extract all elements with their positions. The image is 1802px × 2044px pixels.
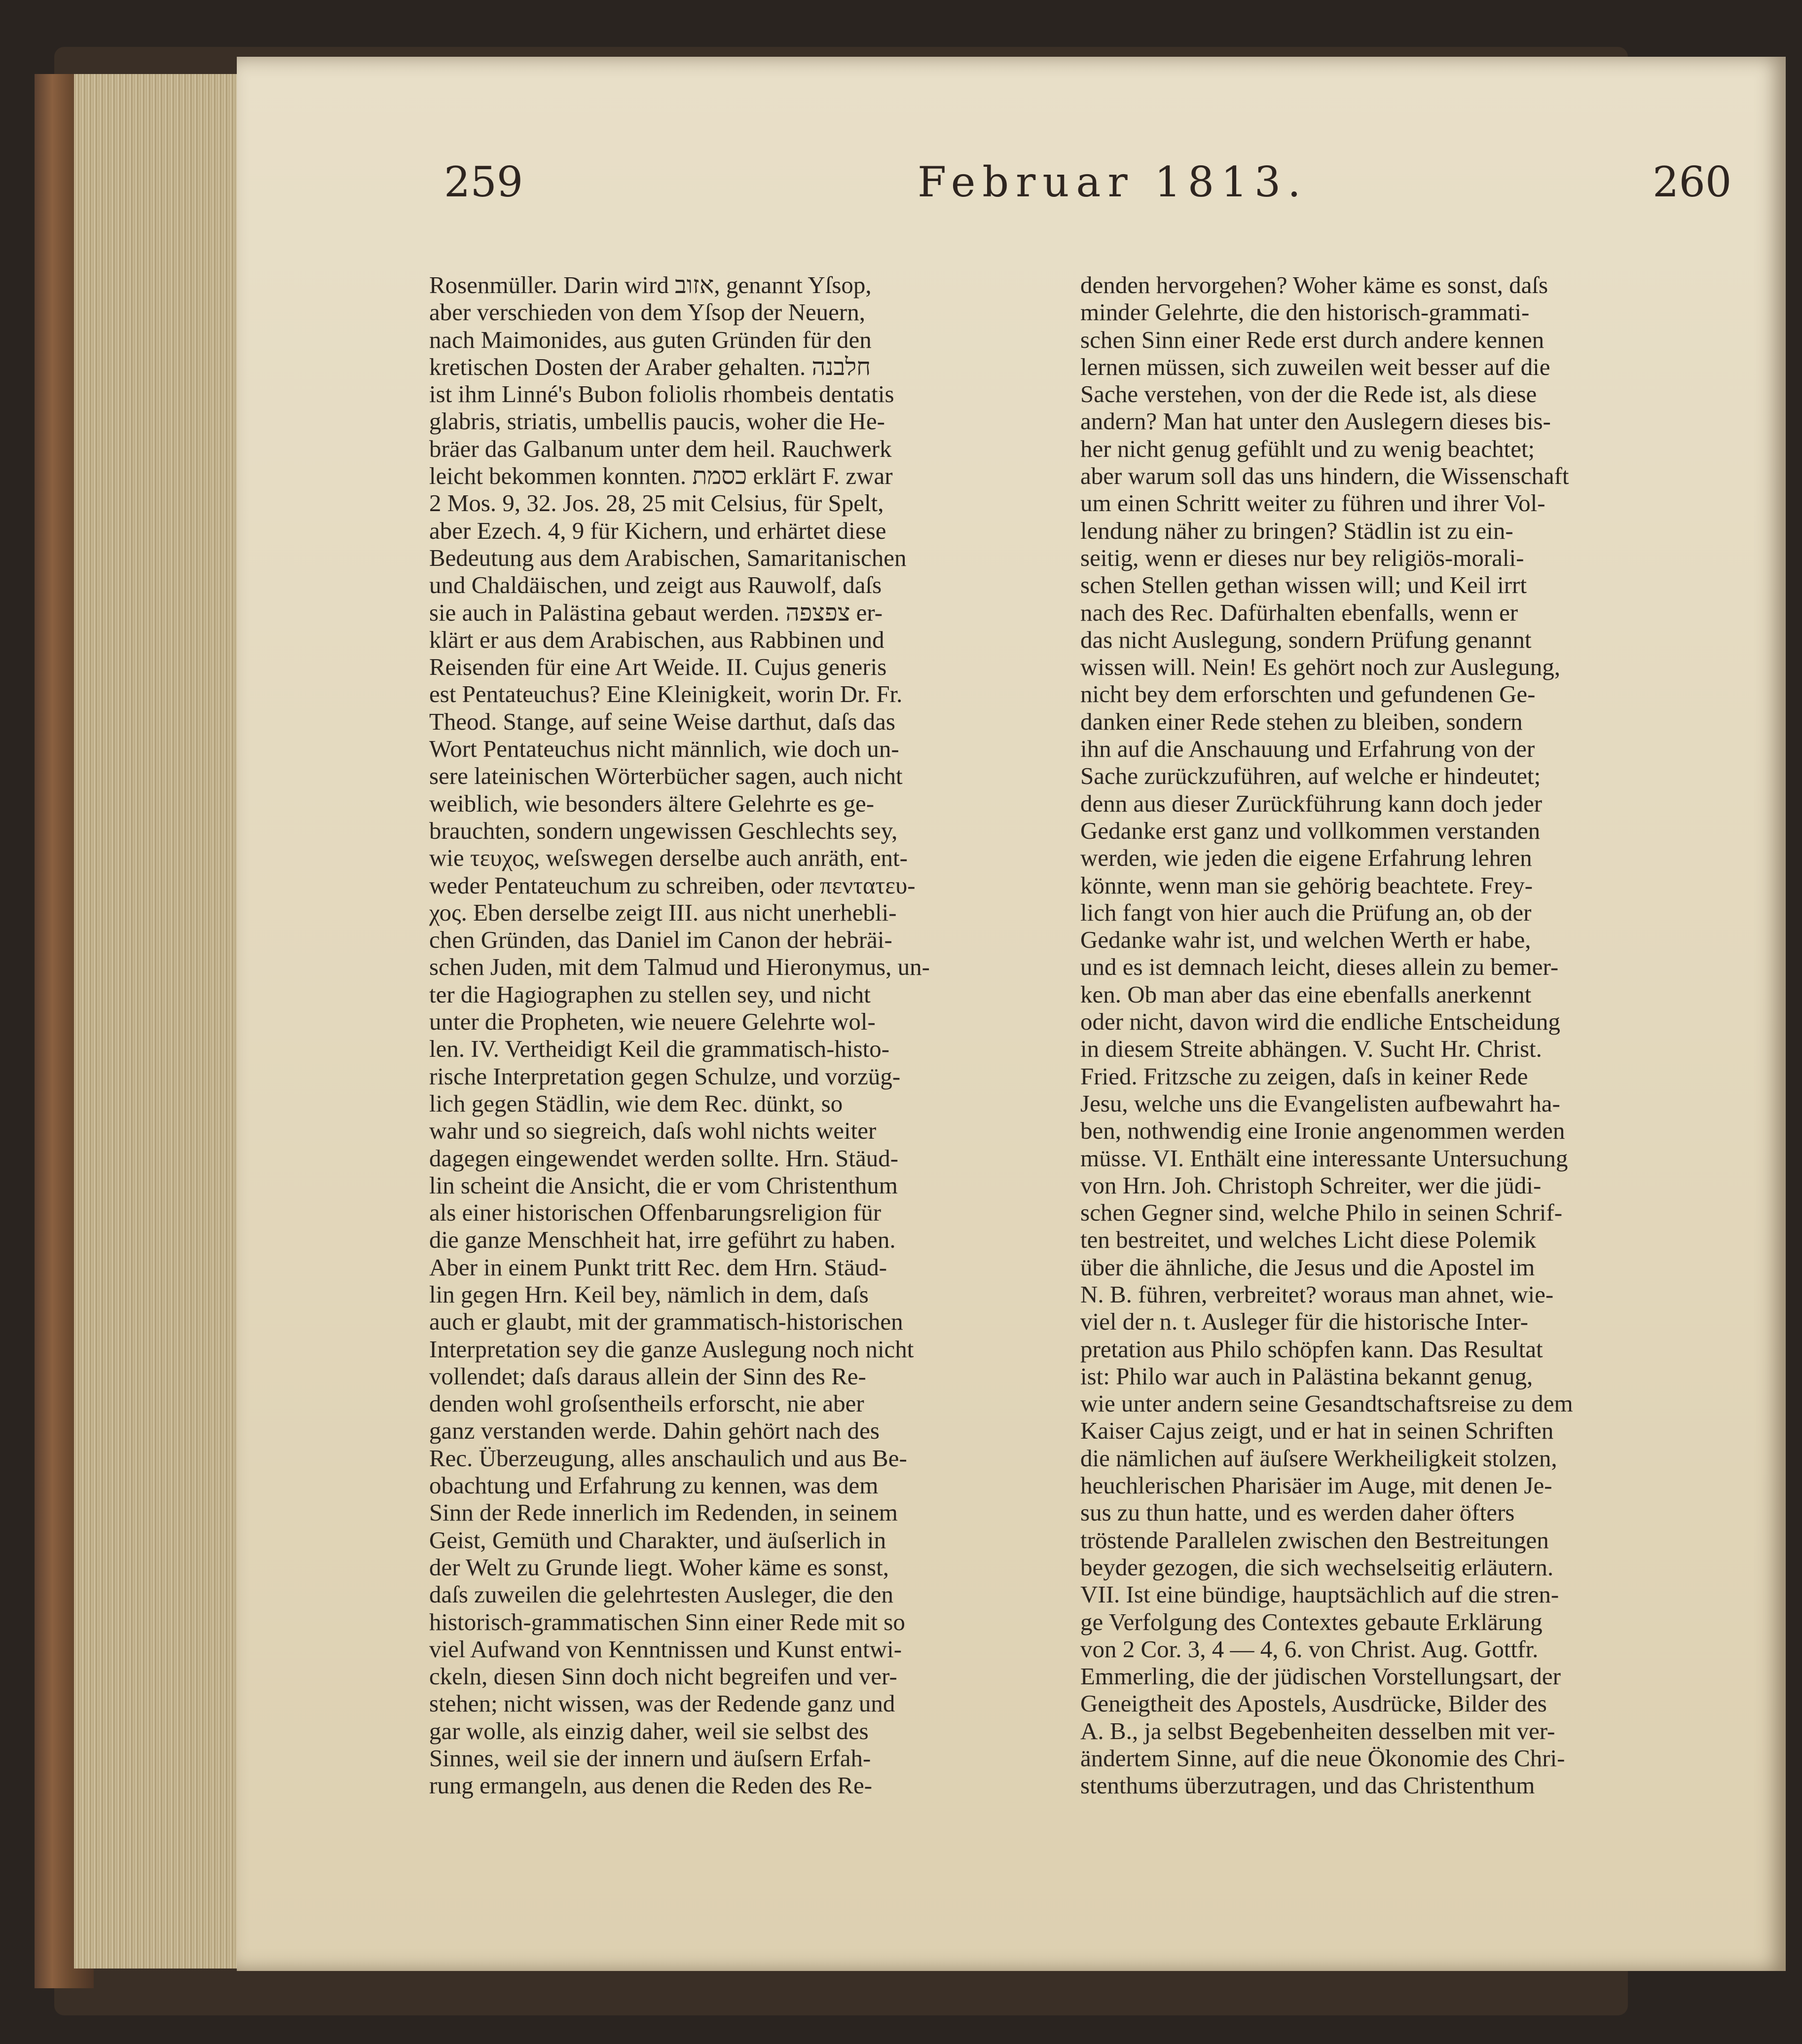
text-line: brauchten, sondern ungewissen Geschlechts sey, bbox=[429, 817, 898, 844]
text-line: die ganze Menschheit hat, irre geführt zu haben. bbox=[429, 1226, 896, 1254]
text-line: leicht bekommen konnten. כסמת erklärt F. zwar bbox=[429, 462, 893, 490]
text-line: lernen müssen, sich zuweilen weit besser auf die bbox=[1080, 353, 1550, 380]
text-line: nicht bey dem erforschten und gefundenen Ge- bbox=[1080, 680, 1536, 708]
text-line: wahr und so siegreich, daſs wohl nichts weiter bbox=[429, 1117, 877, 1145]
text-line: Rosenmüller. Darin wird אזוב, genannt Yſsop, bbox=[429, 271, 872, 298]
text-line: Rec. Überzeugung, alles anschaulich und aus Be- bbox=[429, 1444, 907, 1472]
text-line: aber Ezech. 4, 9 für Kichern, und erhärtet diese bbox=[429, 517, 886, 544]
text-line: unter die Propheten, wie neuere Gelehrte wol- bbox=[429, 1008, 876, 1036]
text-line: oder nicht, davon wird die endliche Entscheidung bbox=[1080, 1008, 1560, 1036]
text-line: dagegen eingewendet werden sollte. Hrn. Stäud- bbox=[429, 1144, 899, 1172]
text-line: andern? Man hat unter den Auslegern dieses bis- bbox=[1080, 408, 1551, 435]
text-line: danken einer Rede stehen zu bleiben, sondern bbox=[1080, 707, 1523, 735]
text-line: ten bestreitet, und welches Licht diese Polemik bbox=[1080, 1226, 1536, 1254]
text-line: Fried. Fritzsche zu zeigen, daſs in keiner Rede bbox=[1080, 1062, 1528, 1090]
text-line: Sinnes, weil sie der innern und äuſsern Erfah- bbox=[429, 1745, 871, 1772]
text-line: von Hrn. Joh. Christoph Schreiter, wer die jüdi- bbox=[1080, 1171, 1542, 1199]
text-line: VII. Ist eine bündige, hauptsächlich auf die stren- bbox=[1080, 1581, 1559, 1608]
text-line: Reisenden für eine Art Weide. II. Cujus generis bbox=[429, 653, 887, 681]
running-title: Februar 1813. bbox=[918, 158, 1308, 206]
text-line: ter die Hagiographen zu stellen sey, und nicht bbox=[429, 980, 871, 1008]
text-line: daſs zuweilen die gelehrtesten Ausleger, die den bbox=[429, 1581, 893, 1608]
text-line: schen Juden, mit dem Talmud und Hieronymus, un- bbox=[429, 953, 930, 981]
text-line: nach Maimonides, aus guten Gründen für den bbox=[429, 326, 872, 353]
text-line: lin scheint die Ansicht, die er vom Christenthum bbox=[429, 1171, 898, 1199]
text-line: wissen will. Nein! Es gehört noch zur Auslegung, bbox=[1080, 653, 1561, 681]
text-line: 2 Mos. 9, 32. Jos. 28, 25 mit Celsius, für Spelt, bbox=[429, 489, 884, 517]
text-line: die nämlichen auf äuſsere Werkheiligkeit stolzen, bbox=[1080, 1444, 1557, 1472]
text-line: ändertem Sinne, auf die neue Ökonomie des Chri- bbox=[1080, 1745, 1565, 1772]
page-edges bbox=[74, 74, 242, 1969]
text-line: pretation aus Philo schöpfen kann. Das Resultat bbox=[1080, 1335, 1543, 1363]
text-line: wie τευχος, weſswegen derselbe auch anräth, ent- bbox=[429, 844, 908, 872]
running-head bbox=[237, 158, 1786, 217]
text-line: vollendet; daſs daraus allein der Sinn des Re- bbox=[429, 1362, 866, 1390]
text-line: weiblich, wie besonders ältere Gelehrte es ge- bbox=[429, 789, 875, 817]
text-line: könnte, wenn man sie gehörig beachtete. Frey- bbox=[1080, 871, 1533, 899]
text-line: denn aus dieser Zurückführung kann doch jeder bbox=[1080, 789, 1543, 817]
text-line: len. IV. Vertheidigt Keil die grammatisch-histo- bbox=[429, 1035, 890, 1063]
text-line: in diesem Streite abhängen. V. Sucht Hr. Christ. bbox=[1080, 1035, 1542, 1063]
text-line: lendung näher zu bringen? Städlin ist zu ein- bbox=[1080, 517, 1513, 544]
text-line: lich fangt von hier auch die Prüfung an, ob der bbox=[1080, 898, 1532, 926]
text-line: um einen Schritt weiter zu führen und ihrer Vol- bbox=[1080, 489, 1545, 517]
text-line: ist: Philo war auch in Palästina bekannt genug, bbox=[1080, 1362, 1533, 1390]
text-line: heuchlerischen Pharisäer im Auge, mit denen Je- bbox=[1080, 1472, 1552, 1499]
text-line: und Chaldäischen, und zeigt aus Rauwolf, daſs bbox=[429, 571, 882, 599]
text-line: Sinn der Rede innerlich im Redenden, in seinem bbox=[429, 1499, 898, 1526]
text-line: minder Gelehrte, die den historisch-grammati- bbox=[1080, 298, 1530, 326]
text-line: schen Stellen gethan wissen will; und Keil irrt bbox=[1080, 571, 1527, 599]
text-line: viel Aufwand von Kenntnissen und Kunst entwi- bbox=[429, 1635, 902, 1663]
text-line: Emmerling, die der jüdischen Vorstellungsart, der bbox=[1080, 1663, 1561, 1690]
text-line: ge Verfolgung des Contextes gebaute Erklärung bbox=[1080, 1608, 1543, 1635]
text-line: und es ist demnach leicht, dieses allein zu bemer- bbox=[1080, 953, 1559, 981]
text-line: beyder gezogen, die sich wechselseitig erläutern. bbox=[1080, 1553, 1554, 1581]
text-line: aber warum soll das uns hindern, die Wissenschaft bbox=[1080, 462, 1569, 490]
text-line: Geist, Gemüth und Charakter, und äuſserlich in bbox=[429, 1526, 886, 1554]
text-line: sie auch in Palästina gebaut werden. צפצפה er- bbox=[429, 598, 883, 626]
text-line: Jesu, welche uns die Evangelisten aufbewahrt ha- bbox=[1080, 1089, 1560, 1117]
text-line: ckeln, diesen Sinn doch nicht begreifen und ver- bbox=[429, 1663, 897, 1690]
text-line: aber verschieden von dem Yſsop der Neuern, bbox=[429, 298, 865, 326]
text-line: seitig, wenn er dieses nur bey religiös-morali- bbox=[1080, 544, 1524, 571]
text-line: schen Gegner sind, welche Philo in seinen Schrif- bbox=[1080, 1199, 1563, 1226]
text-line: werden, wie jeden die eigene Erfahrung lehren bbox=[1080, 844, 1532, 872]
text-line: ben, nothwendig eine Ironie angenommen werden bbox=[1080, 1117, 1565, 1145]
text-line: kretischen Dosten der Araber gehalten. חלבנה bbox=[429, 353, 871, 380]
text-line: der Welt zu Grunde liegt. Woher käme es sonst, bbox=[429, 1553, 889, 1581]
text-line: müsse. VI. Enthält eine interessante Untersuchung bbox=[1080, 1144, 1568, 1172]
text-line: rische Interpretation gegen Schulze, und vorzüg- bbox=[429, 1062, 901, 1090]
text-line: stehen; nicht wissen, was der Redende ganz und bbox=[429, 1690, 895, 1717]
text-line: χος. Eben derselbe zeigt III. aus nicht unerhebli- bbox=[429, 898, 897, 926]
text-line: von 2 Cor. 3, 4 — 4, 6. von Christ. Aug. Gottfr. bbox=[1080, 1635, 1539, 1663]
text-line: A. B., ja selbst Begebenheiten desselben mit ver- bbox=[1080, 1717, 1555, 1745]
text-line: Sache verstehen, von der die Rede ist, als diese bbox=[1080, 380, 1537, 408]
text-line: Wort Pentateuchus nicht männlich, wie doch un- bbox=[429, 735, 899, 763]
text-line: das nicht Auslegung, sondern Prüfung genannt bbox=[1080, 626, 1532, 653]
text-line: sus zu thun hatte, und es werden daher öfters bbox=[1080, 1499, 1515, 1526]
text-line: viel der n. t. Ausleger für die historische Inter- bbox=[1080, 1308, 1528, 1336]
text-line: ken. Ob man aber das eine ebenfalls anerkennt bbox=[1080, 980, 1532, 1008]
text-line: historisch-grammatischen Sinn einer Rede mit so bbox=[429, 1608, 905, 1635]
text-line: glabris, striatis, umbellis paucis, woher die He- bbox=[429, 408, 885, 435]
text-line: schen Sinn einer Rede erst durch andere kennen bbox=[1080, 326, 1545, 353]
text-line: ist ihm Linné's Bubon foliolis rhombeis dentatis bbox=[429, 380, 894, 408]
text-column-right bbox=[1080, 271, 1802, 1799]
text-line: lin gegen Hrn. Keil bey, nämlich in dem, daſs bbox=[429, 1280, 869, 1308]
text-line: Gedanke erst ganz und vollkommen verstanden bbox=[1080, 817, 1541, 844]
text-line: obachtung und Erfahrung zu kennen, was dem bbox=[429, 1472, 879, 1499]
text-line: bräer das Galbanum unter dem heil. Rauchwerk bbox=[429, 435, 892, 462]
text-line: chen Gründen, das Daniel im Canon der hebräi- bbox=[429, 926, 892, 954]
text-line: Geneigtheit des Apostels, Ausdrücke, Bilder des bbox=[1080, 1690, 1547, 1717]
text-line: Interpretation sey die ganze Auslegung noch nicht bbox=[429, 1335, 914, 1363]
page-number-left: 259 bbox=[444, 158, 523, 206]
text-line: als einer historischen Offenbarungsreligion für bbox=[429, 1199, 882, 1226]
text-line: ihn auf die Anschauung und Erfahrung von der bbox=[1080, 735, 1535, 763]
text-line: klärt er aus dem Arabischen, aus Rabbinen und bbox=[429, 626, 884, 653]
text-line: est Pentateuchus? Eine Kleinigkeit, worin Dr. Fr. bbox=[429, 680, 903, 708]
text-line: N. B. führen, verbreitet? woraus man ahnet, wie- bbox=[1080, 1280, 1554, 1308]
text-line: gar wolle, als einzig daher, weil sie selbst des bbox=[429, 1717, 869, 1745]
text-line: über die ähnliche, die Jesus und die Apostel im bbox=[1080, 1253, 1535, 1281]
text-line: rung ermangeln, aus denen die Reden des Re- bbox=[429, 1772, 873, 1799]
text-line: lich gegen Städlin, wie dem Rec. dünkt, so bbox=[429, 1089, 843, 1117]
text-line: Aber in einem Punkt tritt Rec. dem Hrn. Stäud- bbox=[429, 1253, 887, 1281]
text-line: Bedeutung aus dem Arabischen, Samaritanischen bbox=[429, 544, 907, 571]
page-number-right: 260 bbox=[1653, 158, 1732, 206]
text-line: Gedanke wahr ist, und welchen Werth er habe, bbox=[1080, 926, 1531, 954]
text-line: Kaiser Cajus zeigt, und er hat in seinen Schriften bbox=[1080, 1417, 1554, 1445]
book-page bbox=[237, 57, 1786, 1971]
text-line: Sache zurückzuführen, auf welche er hindeutet; bbox=[1080, 762, 1541, 790]
text-line: tröstende Parallelen zwischen den Bestreitungen bbox=[1080, 1526, 1549, 1554]
text-line: ganz verstanden werde. Dahin gehört nach des bbox=[429, 1417, 880, 1445]
text-line: denden hervorgehen? Woher käme es sonst, daſs bbox=[1080, 271, 1548, 298]
text-line: weder Pentateuchum zu schreiben, oder πεντατευ- bbox=[429, 871, 916, 899]
text-line: nach des Rec. Dafürhalten ebenfalls, wenn er bbox=[1080, 598, 1518, 626]
text-line: stenthums überzutragen, und das Christenthum bbox=[1080, 1772, 1535, 1799]
text-line: her nicht genug gefühlt und zu wenig beachtet; bbox=[1080, 435, 1535, 462]
text-line: Theod. Stange, auf seine Weise darthut, daſs das bbox=[429, 707, 895, 735]
text-line: sere lateinischen Wörterbücher sagen, auch nicht bbox=[429, 762, 903, 790]
text-line: wie unter andern seine Gesandtschaftsreise zu dem bbox=[1080, 1390, 1573, 1417]
text-line: denden wohl groſsentheils erforscht, nie aber bbox=[429, 1390, 864, 1417]
text-line: auch er glaubt, mit der grammatisch-historischen bbox=[429, 1308, 903, 1336]
